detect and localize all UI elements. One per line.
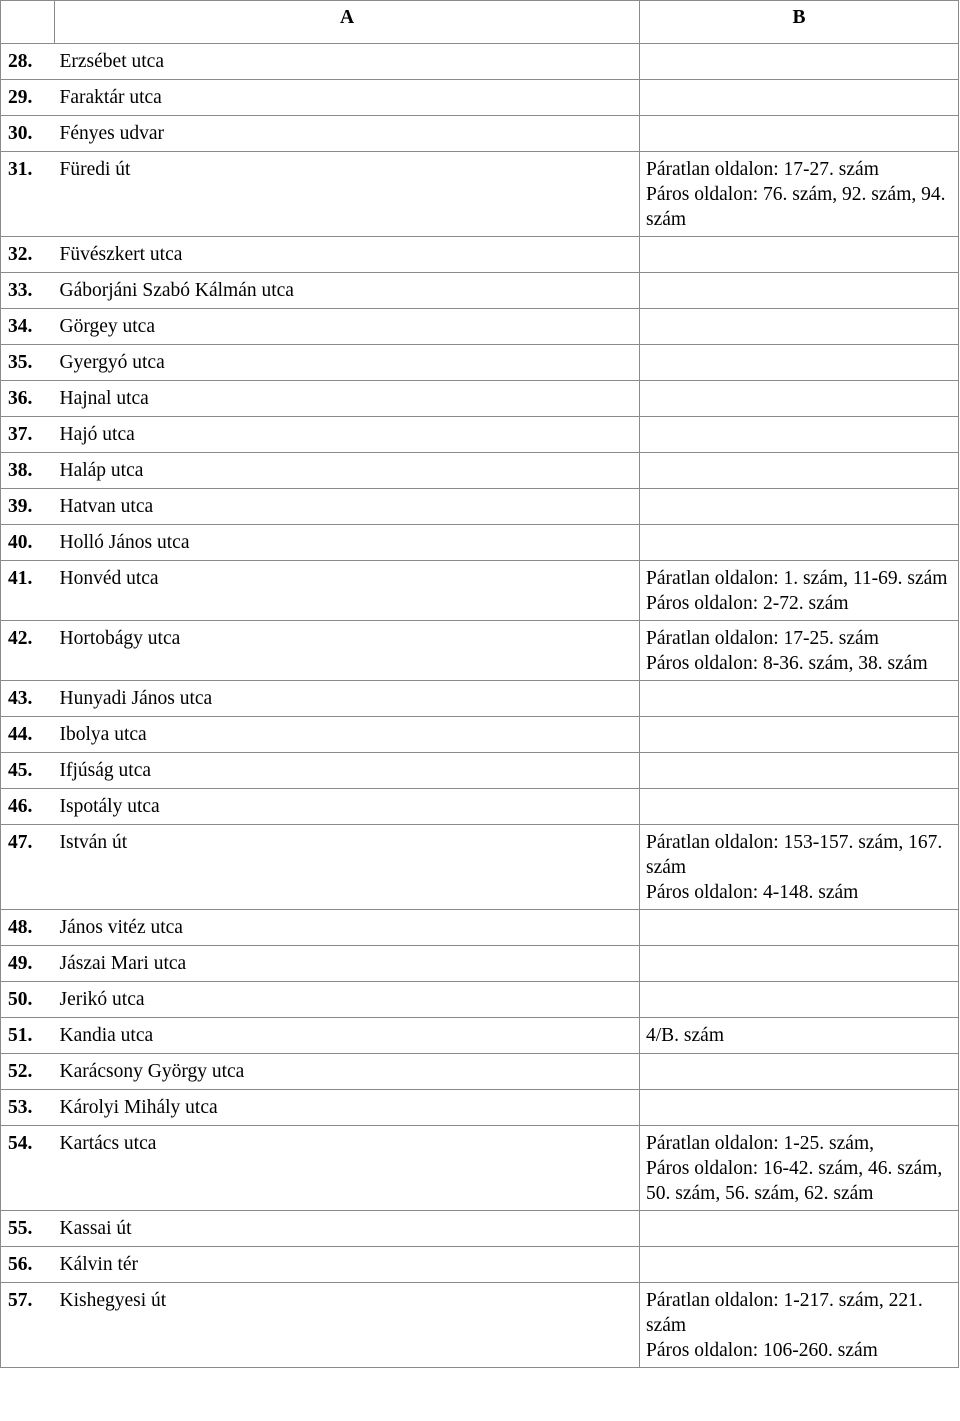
table-row xyxy=(1,825,959,910)
table-row xyxy=(1,417,959,453)
house-number-range-cell xyxy=(640,1283,959,1368)
table-row xyxy=(1,152,959,237)
table-row xyxy=(1,525,959,561)
header-corner-cell xyxy=(1,1,55,44)
street-name: Gáborjáni Szabó Kálmán utca xyxy=(55,273,640,309)
row-number: 57. xyxy=(1,1283,55,1368)
house-number-range-cell xyxy=(640,152,959,237)
house-number-range-cell xyxy=(640,753,959,789)
table-row xyxy=(1,1018,959,1054)
street-name: Kálvin tér xyxy=(55,1247,640,1283)
row-number: 39. xyxy=(1,489,55,525)
house-number-range-cell xyxy=(640,717,959,753)
street-name: István út xyxy=(55,825,640,910)
street-name: Füredi út xyxy=(55,152,640,237)
house-number-range-cell xyxy=(640,1090,959,1126)
row-number: 48. xyxy=(1,910,55,946)
column-b-header: B xyxy=(640,1,959,44)
street-name: Károlyi Mihály utca xyxy=(55,1090,640,1126)
table-row xyxy=(1,453,959,489)
row-number: 37. xyxy=(1,417,55,453)
house-number-range-cell xyxy=(640,825,959,910)
street-name: Hajnal utca xyxy=(55,381,640,417)
street-name: Ibolya utca xyxy=(55,717,640,753)
house-number-range: Páros oldalon: 4-148. szám xyxy=(646,882,859,903)
house-number-range: 4/B. szám xyxy=(646,1025,724,1046)
table-row xyxy=(1,489,959,525)
table-row xyxy=(1,309,959,345)
house-number-range: Páros oldalon: 106-260. szám xyxy=(646,1340,878,1361)
row-number: 47. xyxy=(1,825,55,910)
table-row xyxy=(1,561,959,621)
house-number-range-cell xyxy=(640,489,959,525)
table-row xyxy=(1,681,959,717)
table-row xyxy=(1,621,959,681)
table-row xyxy=(1,273,959,309)
house-number-range-cell xyxy=(640,273,959,309)
house-number-range-cell xyxy=(640,946,959,982)
table-row xyxy=(1,345,959,381)
street-name: Ispotály utca xyxy=(55,789,640,825)
row-number: 34. xyxy=(1,309,55,345)
table-row xyxy=(1,44,959,80)
row-number: 51. xyxy=(1,1018,55,1054)
house-number-range-cell xyxy=(640,453,959,489)
house-number-range-cell xyxy=(640,381,959,417)
house-number-range-cell xyxy=(640,621,959,681)
row-number: 43. xyxy=(1,681,55,717)
street-name: Karácsony György utca xyxy=(55,1054,640,1090)
table-row xyxy=(1,381,959,417)
table-row xyxy=(1,910,959,946)
row-number: 30. xyxy=(1,116,55,152)
street-name: Hortobágy utca xyxy=(55,621,640,681)
house-number-range-cell xyxy=(640,681,959,717)
street-name: Haláp utca xyxy=(55,453,640,489)
street-name: Erzsébet utca xyxy=(55,44,640,80)
street-name: Kishegyesi út xyxy=(55,1283,640,1368)
house-number-range-cell xyxy=(640,789,959,825)
row-number: 41. xyxy=(1,561,55,621)
house-number-range-cell xyxy=(640,982,959,1018)
house-number-range-cell xyxy=(640,237,959,273)
row-number: 53. xyxy=(1,1090,55,1126)
house-number-range-cell xyxy=(640,1211,959,1247)
row-number: 36. xyxy=(1,381,55,417)
street-name: János vitéz utca xyxy=(55,910,640,946)
table-row xyxy=(1,1211,959,1247)
street-name: Jászai Mari utca xyxy=(55,946,640,982)
row-number: 46. xyxy=(1,789,55,825)
house-number-range: Páratlan oldalon: 1-25. szám, xyxy=(646,1133,874,1154)
row-number: 33. xyxy=(1,273,55,309)
house-number-range-cell xyxy=(640,116,959,152)
house-number-range-cell xyxy=(640,345,959,381)
table-row xyxy=(1,1054,959,1090)
house-number-range-cell xyxy=(640,1018,959,1054)
row-number: 55. xyxy=(1,1211,55,1247)
street-name: Honvéd utca xyxy=(55,561,640,621)
house-number-range: Páratlan oldalon: 1. szám, 11-69. szám xyxy=(646,568,948,589)
street-name: Jerikó utca xyxy=(55,982,640,1018)
table-row xyxy=(1,1126,959,1211)
row-number: 49. xyxy=(1,946,55,982)
table-row xyxy=(1,80,959,116)
house-number-range: Páros oldalon: 8-36. szám, 38. szám xyxy=(646,653,928,674)
row-number: 50. xyxy=(1,982,55,1018)
street-name: Görgey utca xyxy=(55,309,640,345)
house-number-range-cell xyxy=(640,1126,959,1211)
street-name: Gyergyó utca xyxy=(55,345,640,381)
house-number-range: Páratlan oldalon: 1-217. szám, 221. szám xyxy=(646,1290,923,1336)
street-name: Faraktár utca xyxy=(55,80,640,116)
table-row xyxy=(1,116,959,152)
row-number: 32. xyxy=(1,237,55,273)
street-name: Kandia utca xyxy=(55,1018,640,1054)
row-number: 45. xyxy=(1,753,55,789)
street-name: Kassai út xyxy=(55,1211,640,1247)
street-name: Hunyadi János utca xyxy=(55,681,640,717)
table-row xyxy=(1,1090,959,1126)
street-name: Ifjúság utca xyxy=(55,753,640,789)
house-number-range: Páros oldalon: 16-42. szám, 46. szám, 50. szám, 56. szám, 62. szám xyxy=(646,1158,943,1204)
street-name: Holló János utca xyxy=(55,525,640,561)
street-name: Füvészkert utca xyxy=(55,237,640,273)
house-number-range: Páratlan oldalon: 17-27. szám xyxy=(646,159,879,180)
house-number-range-cell xyxy=(640,561,959,621)
house-number-range-cell xyxy=(640,1054,959,1090)
street-name: Hatvan utca xyxy=(55,489,640,525)
table-row xyxy=(1,237,959,273)
house-number-range-cell xyxy=(640,44,959,80)
table-row xyxy=(1,982,959,1018)
row-number: 35. xyxy=(1,345,55,381)
row-number: 42. xyxy=(1,621,55,681)
row-number: 56. xyxy=(1,1247,55,1283)
table-row xyxy=(1,789,959,825)
house-number-range-cell xyxy=(640,1247,959,1283)
street-name: Fényes udvar xyxy=(55,116,640,152)
column-a-header: A xyxy=(55,1,640,44)
table-row xyxy=(1,1247,959,1283)
row-number: 29. xyxy=(1,80,55,116)
table-row xyxy=(1,1283,959,1368)
house-number-range-cell xyxy=(640,910,959,946)
house-number-range-cell xyxy=(640,525,959,561)
row-number: 44. xyxy=(1,717,55,753)
house-number-range: Páratlan oldalon: 153-157. szám, 167. szám xyxy=(646,832,943,878)
header-row xyxy=(1,1,959,44)
house-number-range: Páros oldalon: 2-72. szám xyxy=(646,593,849,614)
row-number: 40. xyxy=(1,525,55,561)
house-number-range: Páratlan oldalon: 17-25. szám xyxy=(646,628,879,649)
house-number-range-cell xyxy=(640,309,959,345)
street-name: Kartács utca xyxy=(55,1126,640,1211)
table-row xyxy=(1,753,959,789)
table-body xyxy=(1,44,959,1368)
row-number: 38. xyxy=(1,453,55,489)
house-number-range-cell xyxy=(640,417,959,453)
street-name: Hajó utca xyxy=(55,417,640,453)
row-number: 52. xyxy=(1,1054,55,1090)
house-number-range: Páros oldalon: 76. szám, 92. szám, 94. szám xyxy=(646,184,946,230)
table-row xyxy=(1,717,959,753)
row-number: 54. xyxy=(1,1126,55,1211)
row-number: 28. xyxy=(1,44,55,80)
row-number: 31. xyxy=(1,152,55,237)
table-row xyxy=(1,946,959,982)
house-number-range-cell xyxy=(640,80,959,116)
